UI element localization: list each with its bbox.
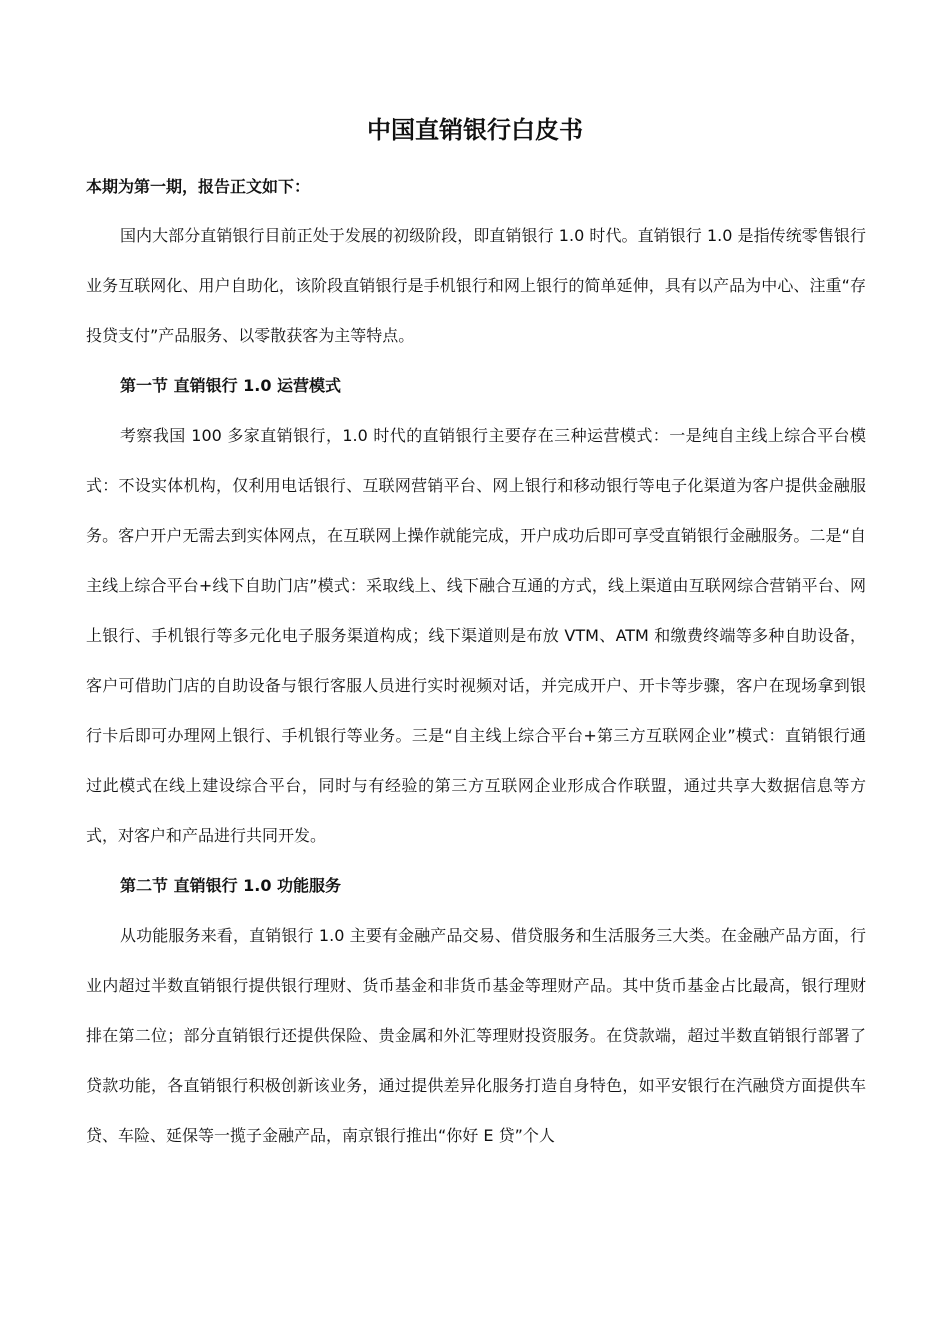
section-2-heading: 第二节 直销银行 1.0 功能服务 (120, 876, 342, 895)
intro-line: 本期为第一期，报告正文如下： (86, 177, 311, 196)
document-title: 中国直销银行白皮书 (367, 116, 583, 144)
document-body (86, 211, 866, 1161)
paragraph-2: 考察我国 100 多家直销银行，1.0 时代的直销银行主要存在三种运营模式：一是纯自主线上综合平台模式：不设实体机构，仅利用电话银行、互联网营销平台、网上银行和移动银行等电子化渠道为客户提供金融服务。客户开户无需去到实体网点，在互联网上操作就能完成，开户成功后即可享受直销银行金融服务。二是“自主线上综合平台+线下自助门店”模式：采取线上、线下融合互通的方式，线上渠道由互联网综合营销平台、网上银行、手机银行等多元化电子服务渠道构成；线下渠道则是布放 VTM、ATM 和缴费终端等多种自助设备，客户可借助门店的自助设备与银行客服人员进行实时视频对话，并完成开户、开卡等步骤，客户在现场拿到银行卡后即可办理网上银行、手机银行等业务。三是“自主线上综合平台+第三方互联网企业”模式：直销银行通过此模式在线上建设综合平台，同时与有经验的第三方互联网企业形成合作联盟，通过共享大数据信息等方式，对客户和产品进行共同开发。 (86, 426, 866, 845)
paragraph-1: 国内大部分直销银行目前正处于发展的初级阶段，即直销银行 1.0 时代。直销银行 1.0 是指传统零售银行业务互联网化、用户自助化，该阶段直销银行是手机银行和网上银行的简单延伸，具有以产品为中心、注重“存投贷支付”产品服务、以零散获客为主等特点。 (86, 226, 866, 345)
section-1-heading: 第一节 直销银行 1.0 运营模式 (120, 376, 342, 395)
paragraph-3: 从功能服务来看，直销银行 1.0 主要有金融产品交易、借贷服务和生活服务三大类。在金融产品方面，行业内超过半数直销银行提供银行理财、货币基金和非货币基金等理财产品。其中货币基金占比最高，银行理财排在第二位；部分直销银行还提供保险、贵金属和外汇等理财投资服务。在贷款端，超过半数直销银行部署了贷款功能，各直销银行积极创新该业务，通过提供差异化服务打造自身特色，如平安银行在汽融贷方面提供车贷、车险、延保等一揽子金融产品，南京银行推出“你好 E 贷”个人 (86, 926, 866, 1145)
